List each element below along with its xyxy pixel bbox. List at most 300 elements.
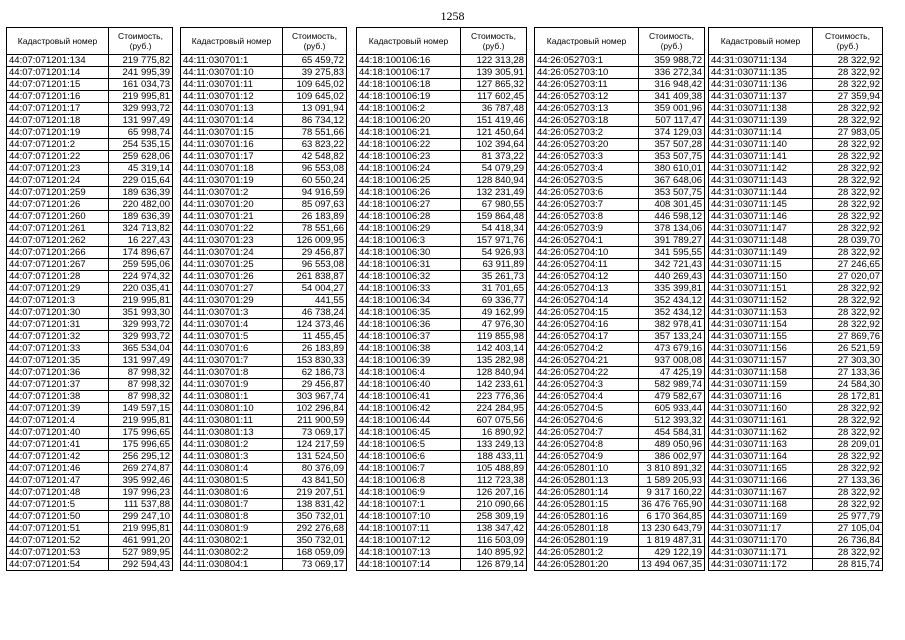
table-row [709, 259, 883, 271]
table-row [7, 199, 173, 211]
table-row [709, 547, 883, 559]
cadastral-table-3 [356, 27, 527, 571]
cadastral-number: 44:11:030701:16 [181, 139, 283, 151]
cost-value: 28 322,92 [813, 211, 883, 223]
cadastral-number: 44:07:071201:266 [7, 247, 109, 259]
cost-value: 28 322,92 [813, 79, 883, 91]
table-row [7, 523, 173, 535]
table-row [181, 535, 347, 547]
table-row [709, 307, 883, 319]
cost-value: 131 997,49 [109, 115, 173, 127]
table-row [709, 535, 883, 547]
cost-value: 441,55 [283, 295, 347, 307]
table-row [709, 391, 883, 403]
cost-value: 229 015,64 [109, 175, 173, 187]
table-row [357, 187, 527, 199]
cost-value: 429 122,19 [639, 547, 705, 559]
cost-value: 512 393,32 [639, 415, 705, 427]
cadastral-number: 44:31:030711:167 [709, 487, 813, 499]
cost-value: 28 322,92 [813, 415, 883, 427]
table-row [535, 115, 705, 127]
cost-value: 126 009,95 [283, 235, 347, 247]
cost-value: 11 455,45 [283, 331, 347, 343]
header-value: Стоимость, (руб.) [283, 28, 347, 55]
cadastral-number: 44:18:100107:10 [357, 511, 461, 523]
cost-value: 65 459,72 [283, 55, 347, 67]
cadastral-number: 44:31:030711:163 [709, 439, 813, 451]
header-value: Стоимость, (руб.) [461, 28, 527, 55]
cadastral-number: 44:11:030701:17 [181, 151, 283, 163]
cost-value: 28 815,74 [813, 559, 883, 571]
cadastral-number: 44:26:052703:2 [535, 127, 639, 139]
cadastral-number: 44:07:071201:30 [7, 307, 109, 319]
cadastral-number: 44:26:052704:9 [535, 451, 639, 463]
cost-value: 357 133,24 [639, 331, 705, 343]
cadastral-number: 44:18:100106:45 [357, 427, 461, 439]
table-row [709, 199, 883, 211]
table-row [535, 319, 705, 331]
table-row [181, 211, 347, 223]
table-row [7, 307, 173, 319]
table-row [709, 559, 883, 571]
cost-value: 28 322,92 [813, 463, 883, 475]
table-row [535, 523, 705, 535]
cost-value: 258 309,19 [461, 511, 527, 523]
cost-value: 256 295,12 [109, 451, 173, 463]
table-row [7, 343, 173, 355]
cadastral-number: 44:31:030711:155 [709, 331, 813, 343]
cadastral-number: 44:18:100106:16 [357, 55, 461, 67]
cadastral-number: 44:31:030711:150 [709, 271, 813, 283]
cadastral-number: 44:07:071201:50 [7, 511, 109, 523]
cost-value: 189 636,39 [109, 211, 173, 223]
cost-value: 507 117,47 [639, 115, 705, 127]
cadastral-number: 44:07:071201:28 [7, 271, 109, 283]
table-row [357, 247, 527, 259]
table-row [535, 439, 705, 451]
table-row [357, 355, 527, 367]
cost-value: 28 209,01 [813, 439, 883, 451]
cadastral-table-1 [6, 27, 173, 571]
cadastral-number: 44:26:052801:15 [535, 499, 639, 511]
cost-value: 28 322,92 [813, 403, 883, 415]
cost-value: 454 584,31 [639, 427, 705, 439]
cadastral-number: 44:07:071201:134 [7, 55, 109, 67]
cost-value: 342 721,43 [639, 259, 705, 271]
table-row [357, 559, 527, 571]
table-row [181, 187, 347, 199]
cost-value: 67 980,55 [461, 199, 527, 211]
cost-value: 24 584,30 [813, 379, 883, 391]
cadastral-number: 44:31:030711:142 [709, 163, 813, 175]
cadastral-number: 44:18:100106:22 [357, 139, 461, 151]
cadastral-number: 44:11:030701:4 [181, 319, 283, 331]
table-row [535, 79, 705, 91]
cost-value: 36 787,48 [461, 103, 527, 115]
cost-value: 329 993,72 [109, 103, 173, 115]
table-row [181, 103, 347, 115]
cost-value: 27 246,65 [813, 259, 883, 271]
cadastral-number: 44:11:030701:8 [181, 367, 283, 379]
cost-value: 124 373,46 [283, 319, 347, 331]
table-row [181, 391, 347, 403]
table-row [357, 295, 527, 307]
table-row [181, 379, 347, 391]
table-row [709, 343, 883, 355]
cadastral-number: 44:31:030711:170 [709, 535, 813, 547]
cost-value: 28 322,92 [813, 319, 883, 331]
cadastral-number: 44:31:030711:166 [709, 475, 813, 487]
cadastral-number: 44:11:030801:1 [181, 391, 283, 403]
table-row [535, 367, 705, 379]
cost-value: 28 322,92 [813, 295, 883, 307]
table-row [181, 235, 347, 247]
cost-value: 153 830,33 [283, 355, 347, 367]
table-row [7, 487, 173, 499]
cadastral-number: 44:31:030711:171 [709, 547, 813, 559]
cadastral-number: 44:07:071201:18 [7, 115, 109, 127]
cost-value: 86 734,12 [283, 115, 347, 127]
cost-value: 102 296,84 [283, 403, 347, 415]
cost-value: 210 090,66 [461, 499, 527, 511]
cadastral-number: 44:31:030711:168 [709, 499, 813, 511]
cost-value: 132 231,49 [461, 187, 527, 199]
cost-value: 391 789,27 [639, 235, 705, 247]
table-row [357, 259, 527, 271]
cadastral-number: 44:07:071201:5 [7, 499, 109, 511]
cost-value: 168 059,09 [283, 547, 347, 559]
table-row [709, 367, 883, 379]
table-row [357, 235, 527, 247]
table-row [535, 187, 705, 199]
cost-value: 31 701,65 [461, 283, 527, 295]
cadastral-number: 44:11:030801:11 [181, 415, 283, 427]
cadastral-number: 44:31:030711:151 [709, 283, 813, 295]
table-row [357, 151, 527, 163]
table-row [357, 163, 527, 175]
cadastral-number: 44:11:030701:13 [181, 103, 283, 115]
cadastral-number: 44:07:071201:38 [7, 391, 109, 403]
cadastral-number: 44:07:071201:260 [7, 211, 109, 223]
cost-value: 605 933,44 [639, 403, 705, 415]
table-row [181, 91, 347, 103]
table-row [535, 67, 705, 79]
table-row [709, 319, 883, 331]
cadastral-number: 44:26:052703:13 [535, 103, 639, 115]
table-row [535, 451, 705, 463]
table-row [7, 547, 173, 559]
cost-value: 124 217,59 [283, 439, 347, 451]
table-row [181, 259, 347, 271]
table-row [7, 355, 173, 367]
cost-value: 109 645,02 [283, 79, 347, 91]
cost-value: 80 376,09 [283, 463, 347, 475]
cadastral-number: 44:07:071201:46 [7, 463, 109, 475]
cadastral-number: 44:26:052703:20 [535, 139, 639, 151]
cost-value: 223 776,36 [461, 391, 527, 403]
cost-value: 138 831,42 [283, 499, 347, 511]
cost-value: 316 948,42 [639, 79, 705, 91]
cadastral-number: 44:26:052801:18 [535, 523, 639, 535]
cost-value: 241 995,39 [109, 67, 173, 79]
cadastral-number: 44:11:030804:1 [181, 559, 283, 571]
cadastral-number: 44:31:030711:161 [709, 415, 813, 427]
cadastral-number: 44:11:030801:8 [181, 511, 283, 523]
cost-value: 35 261,73 [461, 271, 527, 283]
cadastral-number: 44:07:071201:267 [7, 259, 109, 271]
table-row [709, 103, 883, 115]
table-row [181, 163, 347, 175]
cost-value: 105 488,89 [461, 463, 527, 475]
cadastral-number: 44:26:052703:8 [535, 211, 639, 223]
cost-value: 224 284,95 [461, 403, 527, 415]
cost-value: 29 456,87 [283, 379, 347, 391]
cost-value: 28 322,92 [813, 247, 883, 259]
table-row [181, 79, 347, 91]
cadastral-number: 44:18:100106:26 [357, 187, 461, 199]
cadastral-number: 44:31:030711:157 [709, 355, 813, 367]
cadastral-number: 44:18:100106:20 [357, 115, 461, 127]
table-row [181, 511, 347, 523]
header-value: Стоимость, (руб.) [813, 28, 883, 55]
cost-value: 175 996,65 [109, 427, 173, 439]
cost-value: 26 736,84 [813, 535, 883, 547]
cadastral-number: 44:07:071201:23 [7, 163, 109, 175]
cost-value: 122 313,28 [461, 55, 527, 67]
cadastral-number: 44:11:030801:2 [181, 439, 283, 451]
cost-value: 382 978,41 [639, 319, 705, 331]
cost-value: 62 186,73 [283, 367, 347, 379]
cadastral-number: 44:26:052703:1 [535, 55, 639, 67]
cost-value: 359 001,96 [639, 103, 705, 115]
table-row [709, 487, 883, 499]
cost-value: 65 998,74 [109, 127, 173, 139]
header-number: Кадастровый номер [357, 28, 461, 55]
cost-value: 28 039,70 [813, 235, 883, 247]
cadastral-number: 44:26:052704:12 [535, 271, 639, 283]
cadastral-number: 44:18:100106:4 [357, 367, 461, 379]
table-row [357, 535, 527, 547]
table-row [181, 223, 347, 235]
table-row [181, 127, 347, 139]
table-row [7, 247, 173, 259]
table-row [709, 247, 883, 259]
table-row [357, 115, 527, 127]
table-row [181, 271, 347, 283]
table-row [357, 319, 527, 331]
cadastral-number: 44:07:071201:259 [7, 187, 109, 199]
cadastral-number: 44:18:100106:35 [357, 307, 461, 319]
cost-value: 112 723,38 [461, 475, 527, 487]
table-row [709, 235, 883, 247]
table-row [709, 91, 883, 103]
cadastral-number: 44:26:052704:22 [535, 367, 639, 379]
cost-value: 527 989,95 [109, 547, 173, 559]
table-row [181, 283, 347, 295]
table-row [357, 523, 527, 535]
cadastral-number: 44:31:030711:158 [709, 367, 813, 379]
cadastral-number: 44:31:030711:164 [709, 451, 813, 463]
cadastral-number: 44:26:052704:8 [535, 439, 639, 451]
cadastral-number: 44:31:030711:160 [709, 403, 813, 415]
table-row [7, 151, 173, 163]
table-row [535, 403, 705, 415]
table-row [181, 307, 347, 319]
table-row [357, 451, 527, 463]
cost-value: 440 269,43 [639, 271, 705, 283]
table-row [7, 79, 173, 91]
table-row [7, 115, 173, 127]
table-row [181, 559, 347, 571]
header-number: Кадастровый номер [535, 28, 639, 55]
table-row [357, 223, 527, 235]
cadastral-number: 44:18:100106:23 [357, 151, 461, 163]
cadastral-number: 44:26:052704:7 [535, 427, 639, 439]
table-row [535, 151, 705, 163]
table-row [7, 67, 173, 79]
cadastral-number: 44:26:052801:16 [535, 511, 639, 523]
cost-value: 42 548,82 [283, 151, 347, 163]
table-row [181, 415, 347, 427]
cadastral-number: 44:07:071201:22 [7, 151, 109, 163]
table-row [709, 379, 883, 391]
cadastral-number: 44:07:071201:52 [7, 535, 109, 547]
cadastral-number: 44:31:030711:141 [709, 151, 813, 163]
table-row [535, 175, 705, 187]
cadastral-number: 44:18:100106:32 [357, 271, 461, 283]
table-row [535, 55, 705, 67]
table-row [181, 295, 347, 307]
cadastral-number: 44:31:030711:138 [709, 103, 813, 115]
table-row [709, 511, 883, 523]
cost-value: 937 008,08 [639, 355, 705, 367]
table-row [181, 451, 347, 463]
cadastral-number: 44:18:100106:24 [357, 163, 461, 175]
cost-value: 473 679,16 [639, 343, 705, 355]
cadastral-number: 44:18:100106:33 [357, 283, 461, 295]
table-row [709, 187, 883, 199]
table-row [357, 175, 527, 187]
cadastral-number: 44:18:100106:28 [357, 211, 461, 223]
table-row [535, 415, 705, 427]
table-row [7, 415, 173, 427]
cost-value: 49 162,99 [461, 307, 527, 319]
cadastral-number: 44:18:100106:19 [357, 91, 461, 103]
table-row [181, 247, 347, 259]
cadastral-number: 44:18:100107:12 [357, 535, 461, 547]
cost-value: 27 105,04 [813, 523, 883, 535]
table-row [7, 451, 173, 463]
cost-value: 292 594,43 [109, 559, 173, 571]
table-row [181, 139, 347, 151]
cadastral-number: 44:11:030701:7 [181, 355, 283, 367]
table-row [357, 487, 527, 499]
cadastral-number: 44:11:030701:20 [181, 199, 283, 211]
header-value: Стоимость, (руб.) [109, 28, 173, 55]
cost-value: 219 995,81 [109, 91, 173, 103]
cost-value: 28 172,81 [813, 391, 883, 403]
cost-value: 131 524,50 [283, 451, 347, 463]
cost-value: 6 170 364,85 [639, 511, 705, 523]
cost-value: 357 507,28 [639, 139, 705, 151]
cadastral-number: 44:26:052704:3 [535, 379, 639, 391]
cadastral-number: 44:11:030701:12 [181, 91, 283, 103]
cadastral-number: 44:31:030711:134 [709, 55, 813, 67]
cadastral-number: 44:07:071201:53 [7, 547, 109, 559]
cost-value: 224 974,32 [109, 271, 173, 283]
cost-value: 159 864,48 [461, 211, 527, 223]
cost-value: 353 507,75 [639, 187, 705, 199]
cadastral-number: 44:31:030711:17 [709, 523, 813, 535]
cost-value: 386 002,97 [639, 451, 705, 463]
cost-value: 54 004,27 [283, 283, 347, 295]
cost-value: 219 995,81 [109, 295, 173, 307]
cadastral-number: 44:18:100107:14 [357, 559, 461, 571]
table-row [7, 295, 173, 307]
table-row [7, 403, 173, 415]
cost-value: 47 425,19 [639, 367, 705, 379]
table-row [7, 127, 173, 139]
cost-value: 28 322,92 [813, 451, 883, 463]
table-row [7, 259, 173, 271]
table-row [181, 151, 347, 163]
table-row [535, 127, 705, 139]
cadastral-number: 44:26:052704:15 [535, 307, 639, 319]
cost-value: 139 305,91 [461, 67, 527, 79]
cadastral-number: 44:18:100106:7 [357, 463, 461, 475]
cost-value: 219 995,81 [109, 415, 173, 427]
cost-value: 259 628,06 [109, 151, 173, 163]
table-row [709, 475, 883, 487]
cadastral-number: 44:07:071201:24 [7, 175, 109, 187]
cost-value: 219 995,81 [109, 523, 173, 535]
table-row [357, 211, 527, 223]
cadastral-number: 44:07:071201:54 [7, 559, 109, 571]
cadastral-number: 44:11:030802:2 [181, 547, 283, 559]
cost-value: 142 403,14 [461, 343, 527, 355]
cadastral-number: 44:31:030711:137 [709, 91, 813, 103]
cost-value: 54 079,29 [461, 163, 527, 175]
cost-value: 28 322,92 [813, 307, 883, 319]
table-row [709, 127, 883, 139]
cadastral-number: 44:31:030711:16 [709, 391, 813, 403]
cadastral-number: 44:26:052704:6 [535, 415, 639, 427]
cadastral-number: 44:11:030801:9 [181, 523, 283, 535]
table-row [7, 391, 173, 403]
cadastral-number: 44:07:071201:36 [7, 367, 109, 379]
cost-value: 26 183,89 [283, 343, 347, 355]
cost-value: 259 595,06 [109, 259, 173, 271]
cadastral-number: 44:11:030701:19 [181, 175, 283, 187]
cadastral-number: 44:31:030711:162 [709, 427, 813, 439]
table-row [709, 403, 883, 415]
table-row [535, 547, 705, 559]
cost-value: 13 230 643,79 [639, 523, 705, 535]
cadastral-number: 44:26:052704:2 [535, 343, 639, 355]
table-row [357, 499, 527, 511]
table-row [709, 451, 883, 463]
header-number: Кадастровый номер [181, 28, 283, 55]
cost-value: 28 322,92 [813, 103, 883, 115]
cost-value: 26 521,59 [813, 343, 883, 355]
cost-value: 329 993,72 [109, 331, 173, 343]
cost-value: 140 895,92 [461, 547, 527, 559]
table-row [357, 463, 527, 475]
table-row [357, 283, 527, 295]
table-row [535, 199, 705, 211]
cadastral-number: 44:31:030711:14 [709, 127, 813, 139]
cadastral-number: 44:11:030701:24 [181, 247, 283, 259]
